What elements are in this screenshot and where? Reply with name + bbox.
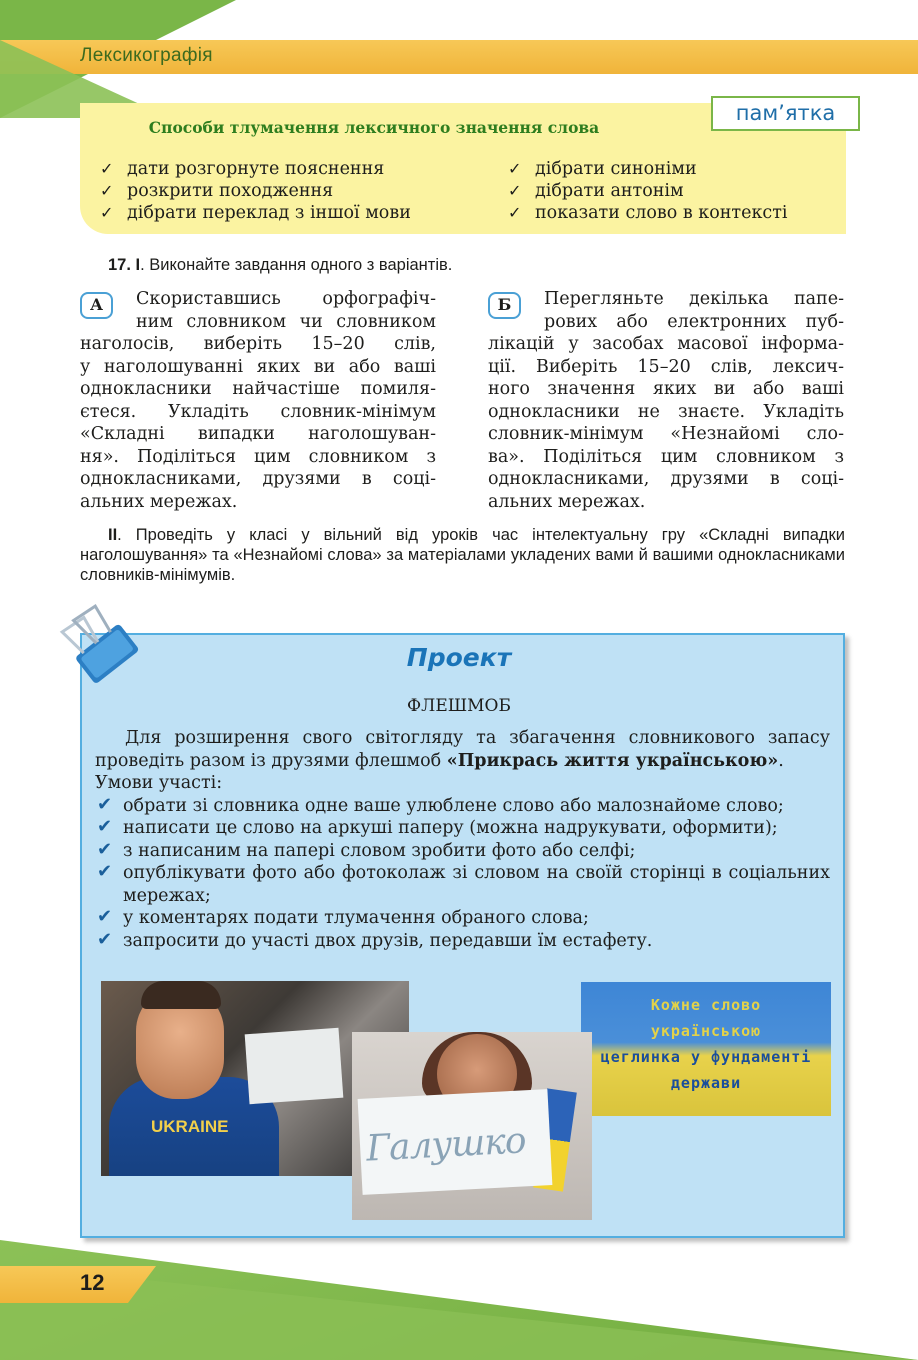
checkmark-icon: ✓ bbox=[100, 159, 114, 178]
checkmark-icon: ✔ bbox=[97, 906, 113, 927]
sheet-word: Галушко bbox=[365, 1120, 527, 1170]
checkmark-icon: ✓ bbox=[508, 159, 522, 178]
condition-item: ✔ обрати зі словника одне ваше улюблене слово або малознайоме слово; bbox=[97, 793, 784, 816]
checkmark-icon: ✔ bbox=[97, 793, 113, 815]
checkmark-icon: ✔ bbox=[97, 816, 113, 837]
variant-b-badge: Б bbox=[488, 292, 521, 319]
checkmark-icon: ✓ bbox=[100, 203, 114, 222]
section-title: Лексикографія bbox=[80, 45, 213, 66]
task-intro: . Виконайте завдання одного з варіантів. bbox=[140, 256, 453, 274]
task-part-2-number: II bbox=[108, 526, 118, 544]
variant-b-text: Перегляньте декілька папе- рових або електронних пуб- лікацій у засобах масової інформа- ції. Виберіть 15–20 слів, лексич- ного значення яких ви або ваші однокласники не знаєте. Укладіть словник-мінімум «Незнайомі сло- ва». Поділіться цим словником з однокласниками, друзями в соці- альних мережах. bbox=[488, 289, 844, 512]
memo-item: ✓ дібрати синоніми bbox=[508, 159, 697, 179]
project-subtitle: ФЛЕШМОБ bbox=[407, 696, 511, 716]
page-number: 12 bbox=[80, 1270, 105, 1295]
checkmark-icon: ✓ bbox=[508, 203, 522, 222]
conditions-label: Умови участі: bbox=[95, 773, 223, 793]
project-text bbox=[95, 727, 830, 952]
variant-a-badge: А bbox=[80, 292, 113, 319]
memo-item: ✓ показати слово в контексті bbox=[508, 203, 788, 223]
condition-item: ✔ запросити до участі двох друзів, передавши їм естафету. bbox=[97, 928, 653, 951]
memo-item: ✓ дібрати переклад з іншої мови bbox=[100, 203, 411, 223]
shirt-text: UKRAINE bbox=[151, 1117, 229, 1136]
checkmark-icon: ✔ bbox=[97, 928, 113, 950]
conditions-list bbox=[95, 795, 830, 953]
project-intro: Для розширення свого світогляду та збагачення словникового запасу проведіть разом із друзями флешмоб «Прикрась життя українською». bbox=[95, 728, 830, 771]
task-number: 17. I bbox=[108, 256, 141, 274]
checkmark-icon: ✔ bbox=[97, 838, 113, 860]
memo-list-left bbox=[100, 158, 411, 224]
project-title: Проект bbox=[406, 643, 512, 672]
condition-item: ✔ опублікувати фото або фотоколаж зі словом на своїй сторінці в соціальних мережах; bbox=[97, 861, 830, 906]
checkmark-icon: ✓ bbox=[100, 181, 114, 200]
checkmark-icon: ✓ bbox=[508, 181, 522, 200]
memo-title: Способи тлумачення лексичного значення слова bbox=[148, 118, 600, 137]
condition-item: ✔ у коментарях подати тлумачення обраного слова; bbox=[97, 906, 589, 928]
memo-tag: пам’ятка bbox=[711, 96, 860, 131]
condition-item: ✔ з написаним на папері словом зробити фото або селфі; bbox=[97, 838, 636, 861]
memo-list-right bbox=[508, 158, 787, 224]
condition-item: ✔ написати це слово на аркуші паперу (можна надрукувати, оформити); bbox=[97, 816, 778, 838]
memo-item: ✓ дати розгорнуте пояснення bbox=[100, 159, 385, 179]
photo-woman-selfie bbox=[352, 1032, 592, 1220]
memo-item: ✓ дібрати антонім bbox=[508, 181, 684, 201]
task-part-2: II. Проведіть у класі у вільний від уроків час інтелектуальну гру «Складні випадки наголошування» та «Незнайомі слова» за матеріалами укладених вами й вашими однокласниками словників-мінімумів. bbox=[80, 526, 845, 584]
photo-slogan-banner: Кожне слово українською цеглинка у фундаменті держави bbox=[581, 982, 831, 1116]
task-heading bbox=[108, 256, 452, 275]
variant-a-text: Скориставшись орфографіч- ним словником чи словником наголосів, виберіть 15–20 слів, у наголошуванні яких ви або ваші однокласники найчастіше помиля- єтеся. Укладіть словник-мінімум «Складні випадки наголошуван- ня». Поділіться цим словником з однокласниками, друзями в соці- альних мережах. bbox=[80, 289, 436, 512]
checkmark-icon: ✔ bbox=[97, 861, 113, 882]
memo-item: ✓ розкрити походження bbox=[100, 181, 334, 201]
